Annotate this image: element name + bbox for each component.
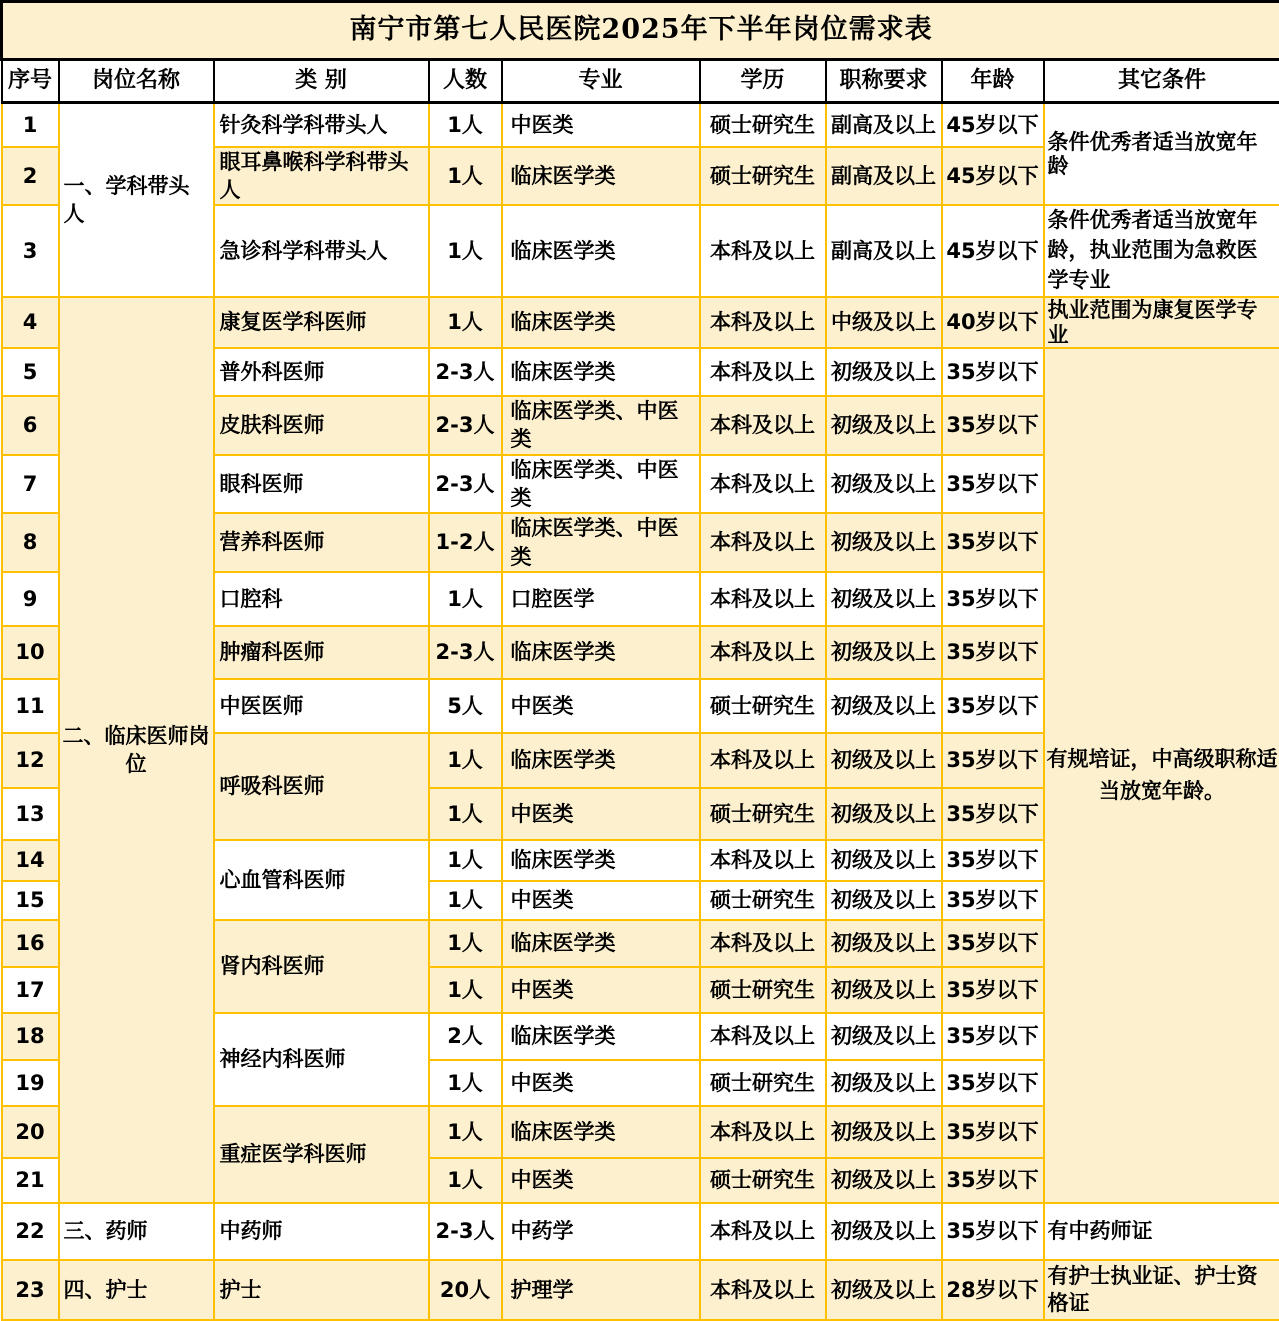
table-row xyxy=(2,297,1279,348)
cell-count: 1人 xyxy=(429,1060,502,1106)
cell-major: 临床医学类 xyxy=(502,205,700,297)
cell-title-req: 初级及以上 xyxy=(826,1203,942,1260)
cell-category-group: 呼吸科医师 xyxy=(214,733,429,840)
cell-seq: 4 xyxy=(2,297,59,348)
cell-count: 1人 xyxy=(429,147,502,206)
cell-count: 20人 xyxy=(429,1260,502,1320)
cell-seq: 8 xyxy=(2,513,59,572)
cell-count: 1人 xyxy=(429,788,502,840)
cell-other: 有中药师证 xyxy=(1044,1203,1279,1260)
cell-title-req: 初级及以上 xyxy=(826,513,942,572)
cell-degree: 本科及以上 xyxy=(700,840,826,881)
cell-other-group: 有规培证，中高级职称适当放宽年龄。 xyxy=(1044,348,1279,1203)
cell-count: 1人 xyxy=(429,967,502,1013)
cell-degree: 硕士研究生 xyxy=(700,1158,826,1203)
cell-category: 口腔科 xyxy=(214,572,429,626)
cell-major: 中药学 xyxy=(502,1203,700,1260)
col-header-degree: 学历 xyxy=(700,60,826,103)
cell-age: 35岁以下 xyxy=(942,396,1044,455)
title-row xyxy=(2,2,1279,60)
cell-title-req: 初级及以上 xyxy=(826,572,942,626)
cell-age: 35岁以下 xyxy=(942,1158,1044,1203)
cell-title-req: 初级及以上 xyxy=(826,455,942,514)
cell-age: 45岁以下 xyxy=(942,205,1044,297)
cell-count: 1人 xyxy=(429,103,502,147)
cell-age: 35岁以下 xyxy=(942,626,1044,679)
col-header-count: 人数 xyxy=(429,60,502,103)
cell-degree: 本科及以上 xyxy=(700,1203,826,1260)
col-header-seq: 序号 xyxy=(2,60,59,103)
cell-seq: 5 xyxy=(2,348,59,396)
page-title: 南宁市第七人民医院2025年下半年岗位需求表 xyxy=(2,2,1279,60)
col-header-other: 其它条件 xyxy=(1044,60,1279,103)
cell-degree: 本科及以上 xyxy=(700,920,826,967)
cell-seq: 19 xyxy=(2,1060,59,1106)
cell-other: 有护士执业证、护士资格证 xyxy=(1044,1260,1279,1320)
cell-major: 临床医学类 xyxy=(502,348,700,396)
header-row xyxy=(2,60,1279,103)
cell-category-group: 心血管科医师 xyxy=(214,840,429,920)
cell-category-group: 肾内科医师 xyxy=(214,920,429,1013)
cell-degree: 硕士研究生 xyxy=(700,147,826,206)
cell-seq: 6 xyxy=(2,396,59,455)
cell-count: 1人 xyxy=(429,205,502,297)
cell-seq: 2 xyxy=(2,147,59,206)
cell-age: 35岁以下 xyxy=(942,455,1044,514)
cell-category: 眼耳鼻喉科学科带头人 xyxy=(214,147,429,206)
cell-age: 35岁以下 xyxy=(942,881,1044,920)
cell-age: 40岁以下 xyxy=(942,297,1044,348)
cell-degree: 硕士研究生 xyxy=(700,881,826,920)
cell-seq: 16 xyxy=(2,920,59,967)
cell-category: 康复医学科医师 xyxy=(214,297,429,348)
cell-title-req: 初级及以上 xyxy=(826,396,942,455)
cell-major: 中医类 xyxy=(502,103,700,147)
cell-category-group: 神经内科医师 xyxy=(214,1013,429,1106)
cell-title-req: 中级及以上 xyxy=(826,297,942,348)
cell-major: 临床医学类 xyxy=(502,297,700,348)
cell-count: 2-3人 xyxy=(429,1203,502,1260)
cell-seq: 12 xyxy=(2,733,59,788)
cell-degree: 本科及以上 xyxy=(700,455,826,514)
cell-title-req: 初级及以上 xyxy=(826,1260,942,1320)
cell-count: 1人 xyxy=(429,572,502,626)
cell-title-req: 初级及以上 xyxy=(826,967,942,1013)
cell-major: 临床医学类 xyxy=(502,840,700,881)
cell-category: 肿瘤科医师 xyxy=(214,626,429,679)
cell-title-req: 副高及以上 xyxy=(826,205,942,297)
cell-major: 临床医学类 xyxy=(502,147,700,206)
table-row xyxy=(2,1203,1279,1260)
cell-seq: 18 xyxy=(2,1013,59,1060)
cell-category: 皮肤科医师 xyxy=(214,396,429,455)
cell-count: 1人 xyxy=(429,920,502,967)
cell-seq: 23 xyxy=(2,1260,59,1320)
cell-count: 1人 xyxy=(429,1158,502,1203)
cell-title-req: 初级及以上 xyxy=(826,1158,942,1203)
cell-title-req: 初级及以上 xyxy=(826,348,942,396)
cell-degree: 硕士研究生 xyxy=(700,679,826,733)
cell-age: 35岁以下 xyxy=(942,920,1044,967)
cell-major: 中医类 xyxy=(502,679,700,733)
cell-age: 35岁以下 xyxy=(942,513,1044,572)
cell-seq: 17 xyxy=(2,967,59,1013)
cell-category: 针灸科学科带头人 xyxy=(214,103,429,147)
cell-major: 临床医学类 xyxy=(502,920,700,967)
cell-seq: 20 xyxy=(2,1106,59,1158)
cell-degree: 本科及以上 xyxy=(700,733,826,788)
cell-count: 2-3人 xyxy=(429,626,502,679)
cell-count: 1-2人 xyxy=(429,513,502,572)
cell-count: 2-3人 xyxy=(429,348,502,396)
cell-position-group: 三、药师 xyxy=(59,1203,214,1260)
cell-seq: 13 xyxy=(2,788,59,840)
cell-major: 口腔医学 xyxy=(502,572,700,626)
cell-degree: 本科及以上 xyxy=(700,626,826,679)
cell-age: 35岁以下 xyxy=(942,572,1044,626)
col-header-major: 专业 xyxy=(502,60,700,103)
cell-category: 护士 xyxy=(214,1260,429,1320)
cell-seq: 3 xyxy=(2,205,59,297)
cell-age: 35岁以下 xyxy=(942,679,1044,733)
cell-degree: 本科及以上 xyxy=(700,1013,826,1060)
cell-seq: 1 xyxy=(2,103,59,147)
cell-title-req: 副高及以上 xyxy=(826,147,942,206)
cell-degree: 硕士研究生 xyxy=(700,103,826,147)
cell-count: 2-3人 xyxy=(429,455,502,514)
cell-major: 临床医学类 xyxy=(502,733,700,788)
cell-count: 2-3人 xyxy=(429,396,502,455)
cell-seq: 10 xyxy=(2,626,59,679)
cell-seq: 11 xyxy=(2,679,59,733)
cell-age: 35岁以下 xyxy=(942,840,1044,881)
cell-other: 条件优秀者适当放宽年龄 xyxy=(1044,103,1279,206)
cell-major: 临床医学类、中医类 xyxy=(502,455,700,514)
table-row xyxy=(2,1260,1279,1320)
cell-title-req: 初级及以上 xyxy=(826,920,942,967)
cell-age: 35岁以下 xyxy=(942,348,1044,396)
cell-major: 临床医学类 xyxy=(502,626,700,679)
cell-count: 1人 xyxy=(429,297,502,348)
cell-degree: 硕士研究生 xyxy=(700,788,826,840)
cell-age: 35岁以下 xyxy=(942,1203,1044,1260)
cell-title-req: 初级及以上 xyxy=(826,733,942,788)
cell-count: 1人 xyxy=(429,1106,502,1158)
cell-position-group: 一、学科带头人 xyxy=(59,103,214,298)
cell-degree: 本科及以上 xyxy=(700,396,826,455)
cell-other: 执业范围为康复医学专业 xyxy=(1044,297,1279,348)
cell-count: 2人 xyxy=(429,1013,502,1060)
cell-major: 临床医学类、中医类 xyxy=(502,396,700,455)
cell-category: 普外科医师 xyxy=(214,348,429,396)
col-header-title-req: 职称要求 xyxy=(826,60,942,103)
cell-age: 35岁以下 xyxy=(942,967,1044,1013)
cell-major: 临床医学类 xyxy=(502,1013,700,1060)
cell-title-req: 初级及以上 xyxy=(826,788,942,840)
cell-count: 5人 xyxy=(429,679,502,733)
cell-seq: 21 xyxy=(2,1158,59,1203)
cell-category: 中药师 xyxy=(214,1203,429,1260)
cell-major: 中医类 xyxy=(502,967,700,1013)
cell-category: 中医医师 xyxy=(214,679,429,733)
cell-count: 1人 xyxy=(429,840,502,881)
cell-seq: 9 xyxy=(2,572,59,626)
cell-count: 1人 xyxy=(429,881,502,920)
cell-title-req: 初级及以上 xyxy=(826,626,942,679)
cell-degree: 本科及以上 xyxy=(700,1106,826,1158)
cell-age: 35岁以下 xyxy=(942,1060,1044,1106)
col-header-position: 岗位名称 xyxy=(59,60,214,103)
cell-degree: 本科及以上 xyxy=(700,205,826,297)
col-header-category: 类 别 xyxy=(214,60,429,103)
cell-major: 中医类 xyxy=(502,788,700,840)
cell-title-req: 初级及以上 xyxy=(826,881,942,920)
cell-title-req: 初级及以上 xyxy=(826,840,942,881)
cell-major: 护理学 xyxy=(502,1260,700,1320)
cell-degree: 本科及以上 xyxy=(700,572,826,626)
col-header-age: 年龄 xyxy=(942,60,1044,103)
cell-category-group: 重症医学科医师 xyxy=(214,1106,429,1203)
cell-category: 急诊科学科带头人 xyxy=(214,205,429,297)
cell-degree: 本科及以上 xyxy=(700,348,826,396)
cell-category: 营养科医师 xyxy=(214,513,429,572)
cell-age: 35岁以下 xyxy=(942,733,1044,788)
cell-degree: 本科及以上 xyxy=(700,1260,826,1320)
cell-degree: 硕士研究生 xyxy=(700,1060,826,1106)
cell-degree: 本科及以上 xyxy=(700,297,826,348)
cell-title-req: 初级及以上 xyxy=(826,679,942,733)
cell-seq: 22 xyxy=(2,1203,59,1260)
cell-age: 45岁以下 xyxy=(942,147,1044,206)
cell-degree: 硕士研究生 xyxy=(700,967,826,1013)
cell-age: 28岁以下 xyxy=(942,1260,1044,1320)
cell-age: 35岁以下 xyxy=(942,1013,1044,1060)
cell-age: 35岁以下 xyxy=(942,788,1044,840)
cell-major: 中医类 xyxy=(502,881,700,920)
cell-title-req: 初级及以上 xyxy=(826,1013,942,1060)
cell-position-group: 二、临床医师岗位 xyxy=(59,297,214,1203)
cell-count: 1人 xyxy=(429,733,502,788)
cell-seq: 14 xyxy=(2,840,59,881)
cell-seq: 15 xyxy=(2,881,59,920)
cell-major: 中医类 xyxy=(502,1158,700,1203)
cell-age: 35岁以下 xyxy=(942,1106,1044,1158)
cell-age: 45岁以下 xyxy=(942,103,1044,147)
cell-title-req: 初级及以上 xyxy=(826,1060,942,1106)
cell-position-group: 四、护士 xyxy=(59,1260,214,1320)
cell-degree: 本科及以上 xyxy=(700,513,826,572)
cell-seq: 7 xyxy=(2,455,59,514)
cell-category: 眼科医师 xyxy=(214,455,429,514)
cell-other: 条件优秀者适当放宽年龄，执业范围为急救医学专业 xyxy=(1044,205,1279,297)
cell-title-req: 初级及以上 xyxy=(826,1106,942,1158)
cell-major: 中医类 xyxy=(502,1060,700,1106)
table-row xyxy=(2,103,1279,147)
cell-major: 临床医学类 xyxy=(502,1106,700,1158)
cell-major: 临床医学类、中医类 xyxy=(502,513,700,572)
cell-title-req: 副高及以上 xyxy=(826,103,942,147)
